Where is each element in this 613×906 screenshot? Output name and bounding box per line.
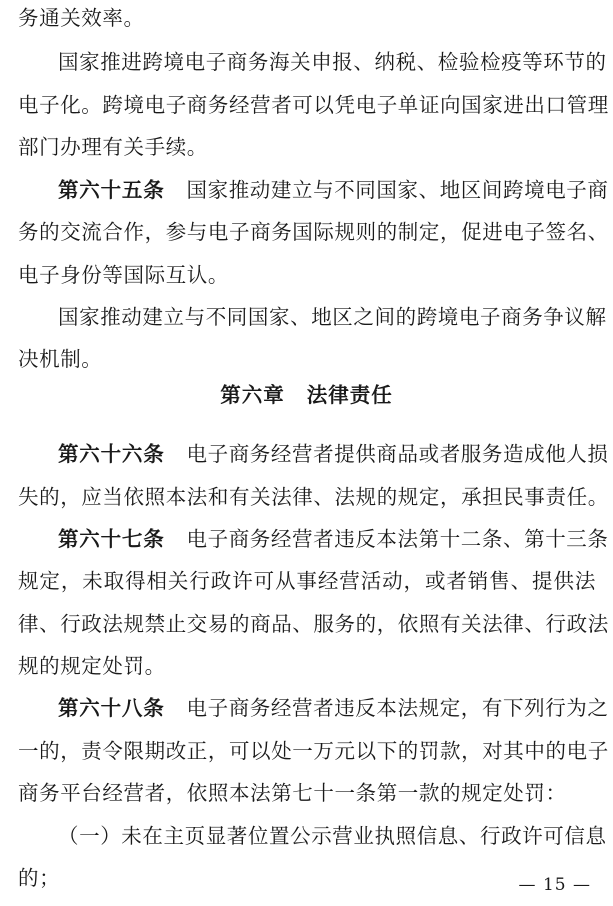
text-line-8: 国家推动建立与不同国家、地区之间的跨境电子商务争议解: [58, 305, 607, 329]
text-line-14: 律、行政法规禁止交易的商品、服务的，依照有关法律、行政法: [18, 612, 609, 636]
text-line-13: 规定，未取得相关行政许可从事经营活动，或者销售、提供法: [18, 569, 596, 593]
text-line-7: 电子身份等国际互认。: [18, 263, 229, 287]
text-line-2: 国家推进跨境电子商务海关申报、纳税、检验检疫等环节的: [58, 50, 607, 74]
text-line-11: 失的，应当依照本法和有关法律、法规的规定，承担民事责任。: [18, 485, 609, 509]
text-line-4: 部门办理有关手续。: [18, 135, 208, 159]
text-line-18: 商务平台经营者，依照本法第七十一条第一款的规定处罚：: [18, 781, 567, 805]
article-67-number: 第六十七条: [58, 527, 165, 551]
article-67-line-1: [58, 524, 609, 554]
article-68-line-1: [58, 693, 609, 723]
article-65-number: 第六十五条: [58, 178, 165, 202]
chapter-number: 第六章: [220, 383, 285, 407]
text-line-9: 决机制。: [18, 347, 103, 371]
article-68-text: 电子商务经营者违反本法规定，有下列行为之: [186, 696, 609, 720]
article-66-number: 第六十六条: [58, 442, 165, 466]
article-68-number: 第六十八条: [58, 696, 165, 720]
text-line-15: 规的规定处罚。: [18, 654, 166, 678]
text-line-6: 务的交流合作，参与电子商务国际规则的制定，促进电子签名、: [18, 220, 609, 244]
article-65-line-1: [58, 175, 609, 205]
article-66-line-1: [58, 439, 609, 469]
text-line-3: 电子化。跨境电子商务经营者可以凭电子单证向国家进出口管理: [18, 93, 609, 117]
text-line-1: 务通关效率。: [18, 6, 145, 30]
text-line-17: 一的，责令限期改正，可以处一万元以下的罚款，对其中的电子: [18, 739, 609, 763]
chapter-heading: [0, 380, 613, 410]
chapter-title: 法律责任: [306, 383, 393, 407]
article-67-text: 电子商务经营者违反本法第十二条、第十三条: [186, 527, 609, 551]
text-line-19: （一）未在主页显著位置公示营业执照信息、行政许可信息: [58, 824, 607, 848]
text-line-20: 的；: [18, 866, 61, 890]
page-number: — 15 —: [518, 875, 591, 895]
article-66-text: 电子商务经营者提供商品或者服务造成他人损: [186, 442, 609, 466]
article-65-text: 国家推动建立与不同国家、地区间跨境电子商: [186, 178, 609, 202]
